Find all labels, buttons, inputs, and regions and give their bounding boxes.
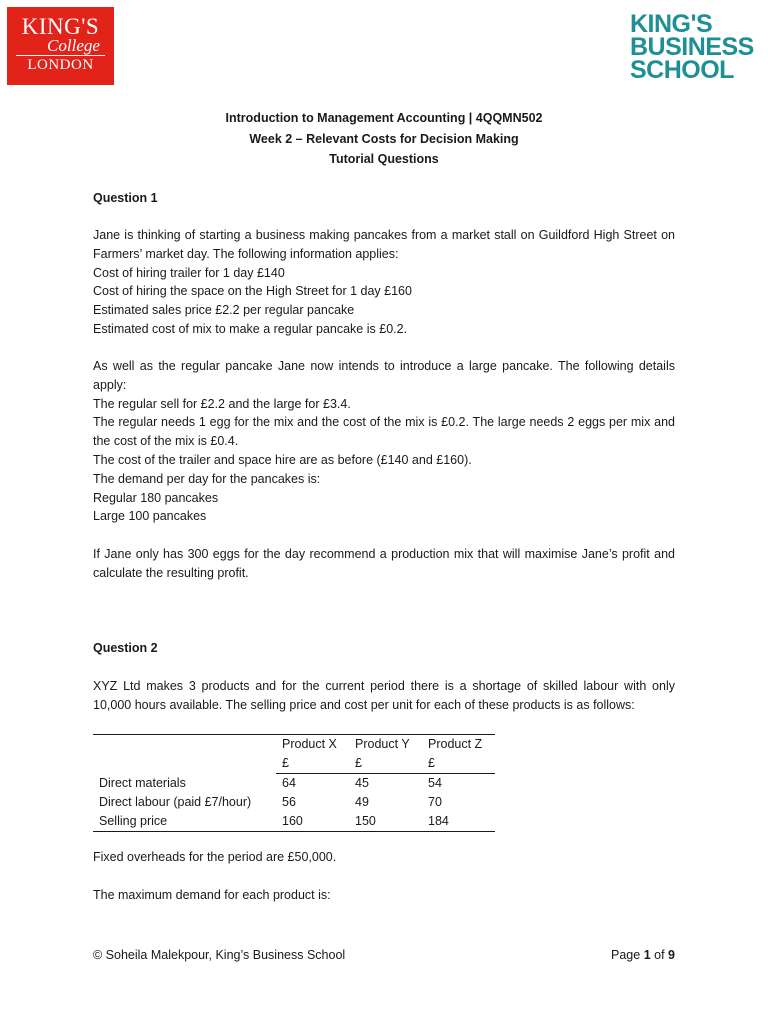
table-row <box>93 812 495 832</box>
table-unit-cell: £ <box>276 754 349 774</box>
table-unit-row <box>93 754 495 774</box>
question-1-intro: Jane is thinking of starting a business making pancakes from a market stall on Guildford High Street on Farmers’ market day. The following information applies: <box>93 228 675 261</box>
table-row-label: Selling price <box>93 812 276 832</box>
large-pancake-intro: As well as the regular pancake Jane now intends to introduce a large pancake. The following details apply: <box>93 359 675 392</box>
table-cell: 49 <box>355 795 369 809</box>
table-cell: 54 <box>428 776 442 790</box>
question-1-heading: Question 1 <box>93 191 158 205</box>
table-cell: 150 <box>349 812 422 832</box>
table-cell: 64 <box>282 776 296 790</box>
table-cell: 45 <box>355 776 369 790</box>
detail-line: The demand per day for the pancakes is: <box>93 471 321 486</box>
detail-line: The regular sell for £2.2 and the large for £3.4. <box>93 396 351 411</box>
fact-line: Cost of hiring trailer for 1 day £140 <box>93 265 285 280</box>
table-cell: 184 <box>422 812 495 832</box>
table-header-cell: Product Y <box>349 735 422 755</box>
kcl-logo-line3: LONDON <box>27 57 94 73</box>
question-1-task: If Jane only has 300 eggs for the day recommend a production mix that will maximise Jane’s profit and calculate the resulting profit. <box>93 547 675 580</box>
question-1-large-block <box>93 357 675 526</box>
fixed-overheads-text: Fixed overheads for the period are £50,000. <box>93 850 337 864</box>
tutorial-subtitle: Tutorial Questions <box>329 152 439 166</box>
page-current: 1 <box>643 948 651 962</box>
kings-business-school-logo <box>630 10 755 84</box>
detail-line: The cost of the trailer and space hire are as before (£140 and £160). <box>93 452 472 467</box>
kbs-logo-line3: SCHOOL <box>630 56 734 84</box>
detail-line: Regular 180 pancakes <box>93 490 219 505</box>
kings-college-london-logo <box>7 7 114 85</box>
week-title: Week 2 – Relevant Costs for Decision Making <box>249 131 519 146</box>
kbs-logo-line1: KING'S <box>630 10 713 38</box>
kbs-logo-line2: BUSINESS <box>630 33 754 61</box>
fact-line: Estimated sales price £2.2 per regular pancake <box>93 303 355 318</box>
table-row <box>93 793 495 812</box>
course-title: Introduction to Management Accounting | 4QQMN502 <box>225 111 543 125</box>
table-cell: 56 <box>282 795 296 809</box>
table-unit-cell <box>93 754 276 774</box>
kcl-logo-line1: KING'S <box>21 14 100 39</box>
table-unit-cell: £ <box>422 754 495 774</box>
question-1-intro-block <box>93 226 675 339</box>
page-total: 9 <box>668 948 675 962</box>
maximum-demand-text: The maximum demand for each product is: <box>93 888 331 902</box>
page-label: Page <box>611 948 641 962</box>
table-header-row <box>93 735 495 755</box>
question-2-intro: XYZ Ltd makes 3 products and for the current period there is a shortage of skilled labour with only 10,000 hours available. The selling price and cost per unit for each of these products is as follows: <box>93 679 675 712</box>
detail-line: The regular needs 1 egg for the mix and the cost of the mix is £0.2. The large needs 2 eggs per mix and the cost of the mix is £0.4. <box>93 415 675 449</box>
kcl-logo-line2: College <box>47 36 100 55</box>
page-of: of <box>654 948 665 962</box>
table-header-cell: Product X <box>276 735 349 755</box>
table-cell: 160 <box>276 812 349 832</box>
fact-line: Cost of hiring the space on the High Street for 1 day £160 <box>93 284 412 299</box>
copyright-text: © Soheila Malekpour, King’s Business School <box>93 948 346 962</box>
detail-line: Large 100 pancakes <box>93 509 207 524</box>
table-row-label: Direct materials <box>99 775 186 790</box>
table-header-cell: Product Z <box>422 735 495 755</box>
page-number <box>611 946 675 965</box>
fact-line: Estimated cost of mix to make a regular pancake is £0.2. <box>93 321 408 336</box>
page-footer <box>93 946 675 965</box>
product-cost-table <box>93 734 495 832</box>
table-unit-cell: £ <box>349 754 422 774</box>
table-header-cell <box>93 735 276 755</box>
table-cell: 70 <box>428 795 442 809</box>
question-2-heading: Question 2 <box>93 641 158 655</box>
table-row-label: Direct labour (paid £7/hour) <box>99 795 252 809</box>
document-header <box>93 108 675 170</box>
table-row <box>93 774 495 794</box>
